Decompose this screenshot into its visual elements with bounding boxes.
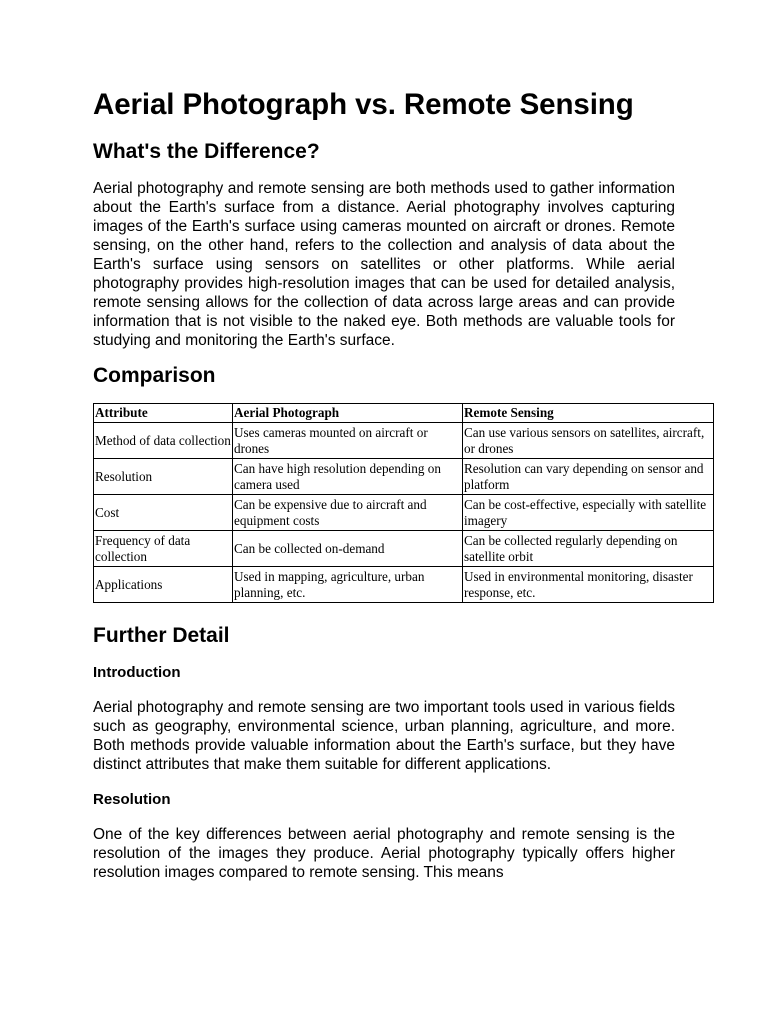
document-page	[93, 86, 707, 882]
page-subtitle: What's the Difference?	[93, 140, 320, 163]
table-cell-remote: Can use various sensors on satellites, aircraft, or drones	[463, 423, 714, 459]
table-header-row	[94, 404, 714, 423]
comparison-table	[93, 403, 714, 603]
table-cell-aerial: Can have high resolution depending on camera used	[233, 459, 463, 495]
table-cell-remote: Used in environmental monitoring, disaster response, etc.	[463, 567, 714, 603]
summary-paragraph: Aerial photography and remote sensing are both methods used to gather information about the Earth's surface from a distance. Aerial photography involves capturing images of the Earth's surface using cameras mounted on aircraft or drones. Remote sensing, on the other hand, refers to the collection and analysis of data about the Earth's surface using sensors on satellites or other platforms. While aerial photography provides high-resolution images that can be used for detailed analysis, remote sensing allows for the collection of data across large areas and can provide information that is not visible to the naked eye. Both methods are valuable tools for studying and monitoring the Earth's surface.	[93, 180, 675, 349]
table-cell-attribute: Resolution	[94, 459, 233, 495]
table-cell-attribute: Cost	[94, 495, 233, 531]
table-row	[94, 423, 714, 459]
further-detail-heading: Further Detail	[93, 624, 230, 647]
table-cell-aerial: Uses cameras mounted on aircraft or drones	[233, 423, 463, 459]
table-row	[94, 531, 714, 567]
table-cell-aerial: Can be expensive due to aircraft and equipment costs	[233, 495, 463, 531]
table-cell-attribute: Method of data collection	[94, 423, 233, 459]
section-heading-resolution: Resolution	[93, 791, 171, 808]
table-row	[94, 459, 714, 495]
table-row	[94, 567, 714, 603]
table-cell-remote: Can be collected regularly depending on satellite orbit	[463, 531, 714, 567]
table-cell-aerial: Used in mapping, agriculture, urban planning, etc.	[233, 567, 463, 603]
page-title: Aerial Photograph vs. Remote Sensing	[93, 88, 634, 121]
table-cell-remote: Resolution can vary depending on sensor and platform	[463, 459, 714, 495]
header-attribute: Attribute	[94, 404, 233, 423]
table-cell-attribute: Applications	[94, 567, 233, 603]
table-cell-remote: Can be cost-effective, especially with satellite imagery	[463, 495, 714, 531]
table-row	[94, 495, 714, 531]
comparison-heading: Comparison	[93, 364, 216, 387]
table-cell-attribute: Frequency of data collection	[94, 531, 233, 567]
section-heading-introduction: Introduction	[93, 664, 181, 681]
header-remote-sensing: Remote Sensing	[463, 404, 714, 423]
table-cell-aerial: Can be collected on-demand	[233, 531, 463, 567]
section-body-introduction: Aerial photography and remote sensing are two important tools used in various fields such as geography, environmental science, urban planning, agriculture, and more. Both methods provide valuable information about the Earth's surface, but they have distinct attributes that make them suitable for different applications.	[93, 699, 675, 773]
header-aerial-photograph: Aerial Photograph	[233, 404, 463, 423]
section-body-resolution: One of the key differences between aerial photography and remote sensing is the resolution of the images they produce. Aerial photography typically offers higher resolution images compared to remote sensing. This means	[93, 826, 675, 881]
